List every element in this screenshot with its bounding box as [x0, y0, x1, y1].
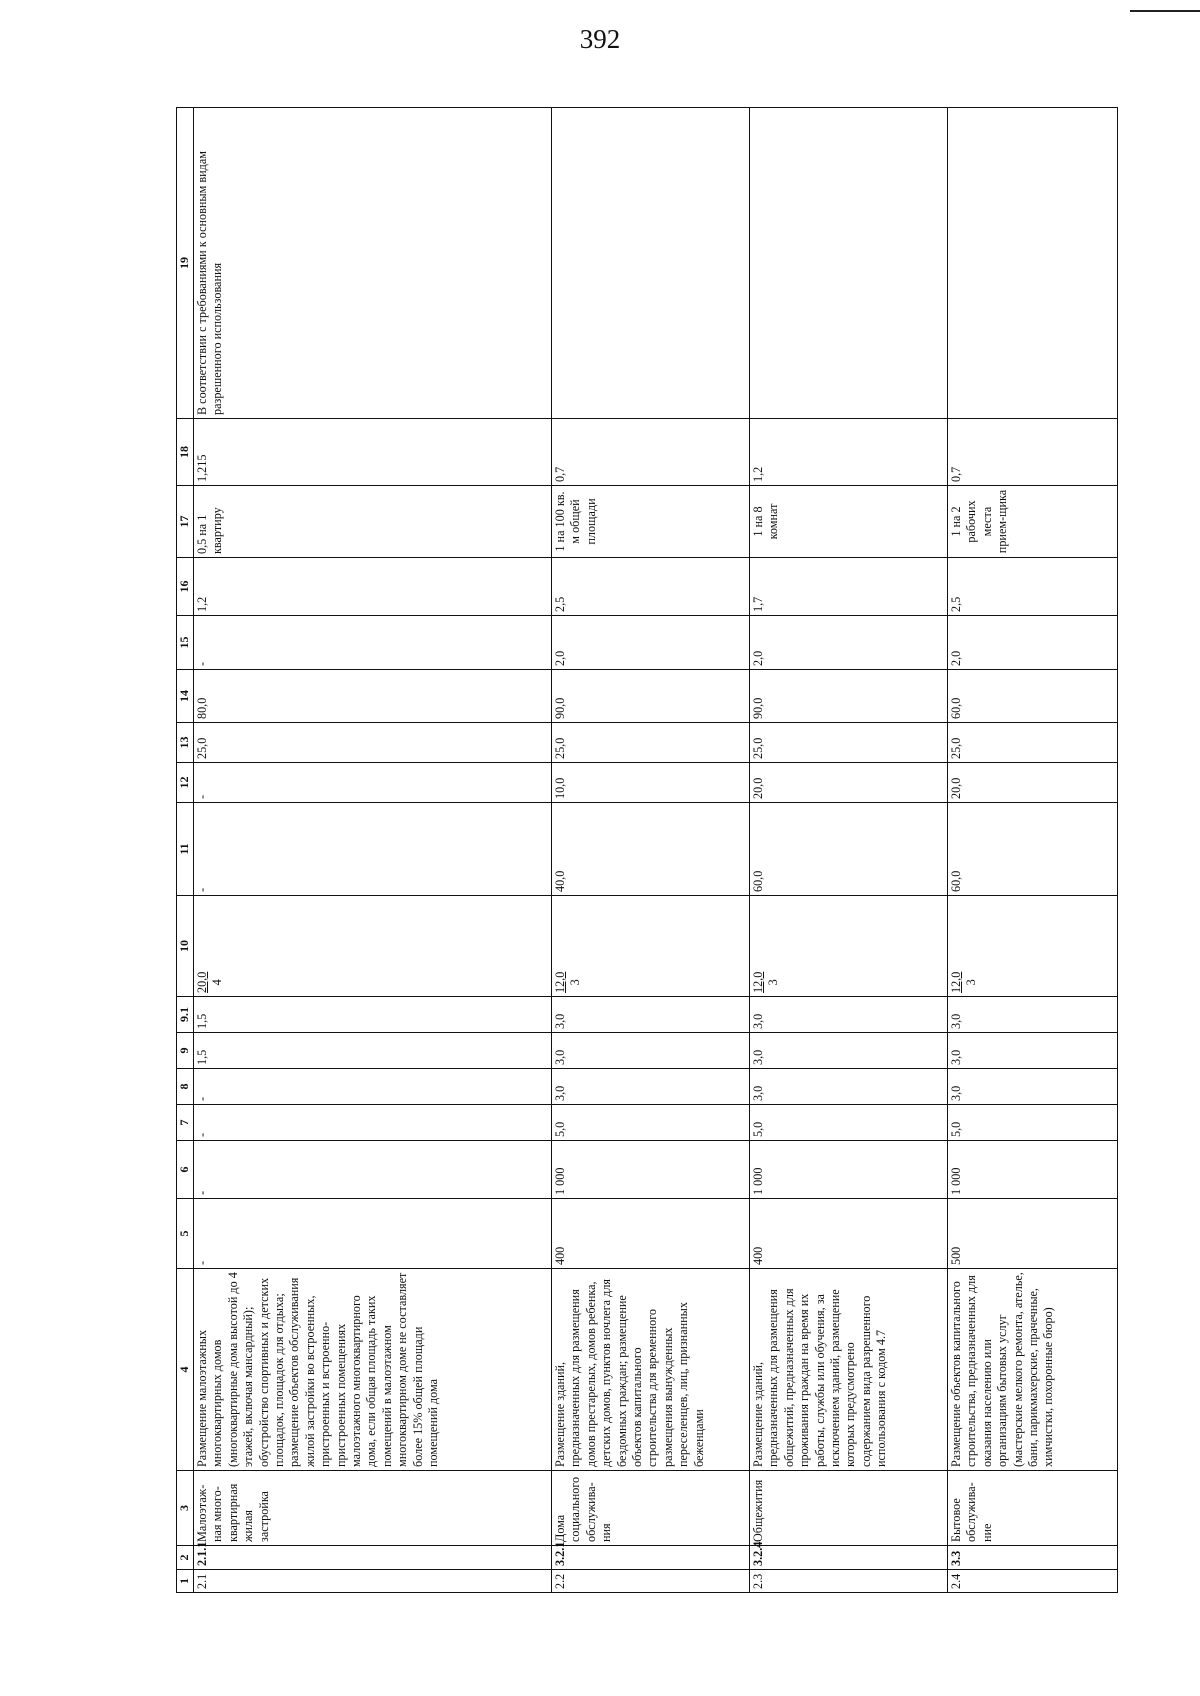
cell-col6: 1 000 [948, 1141, 1118, 1199]
cell-col19 [750, 108, 948, 419]
cell-col11: 60,0 [750, 803, 948, 896]
fraction [195, 972, 226, 993]
fraction-numerator: 12,0 [553, 971, 567, 993]
header-cell: 7 [177, 1105, 194, 1141]
header-cell: 19 [177, 108, 194, 419]
use-description: Размещение зданий, предназначенных для размещения домов престарелых, домов ребенка, детских домов, пунктов ночлега для бездомных граждан; размещение объектов капитального строительства для временного размещения вынужденных переселенцев, лиц, признанных беженцами [552, 1269, 750, 1471]
fraction-numerator: 20,0 [195, 971, 209, 993]
cell-col9: 3,0 [750, 1033, 948, 1069]
row-number: 2.1 [194, 1570, 552, 1593]
table-row [552, 108, 750, 1593]
row-number: 2.2 [552, 1570, 750, 1593]
cell-col19 [948, 108, 1118, 419]
table-row [750, 108, 948, 1593]
cell-col12: 10,0 [552, 763, 750, 803]
cell-col8: 3,0 [750, 1069, 948, 1105]
cell-col16: 2,5 [948, 558, 1118, 616]
cell-col7: 5,0 [750, 1105, 948, 1141]
cell-col6: 1 000 [552, 1141, 750, 1199]
header-cell: 18 [177, 419, 194, 486]
fraction-numerator: 12,0 [751, 971, 765, 993]
use-code: 2.1.1 [194, 1546, 552, 1570]
cell-col9-1: 3,0 [552, 997, 750, 1033]
cell-col18: 1,215 [194, 419, 552, 486]
cell-col15: 2,0 [948, 616, 1118, 670]
header-cell: 12 [177, 763, 194, 803]
fraction-denominator: 4 [210, 979, 225, 986]
fraction [949, 972, 980, 993]
fraction [553, 972, 584, 993]
header-cell: 9 [177, 1033, 194, 1069]
cell-col9: 3,0 [552, 1033, 750, 1069]
cell-col10 [552, 896, 750, 997]
cell-col11: 40,0 [552, 803, 750, 896]
cell-col14: 90,0 [750, 670, 948, 723]
header-cell: 1 [177, 1570, 194, 1593]
cell-col9-1: 1,5 [194, 997, 552, 1033]
use-type-name: Дома социального обслужива-ния [552, 1471, 750, 1546]
use-code: 3.2.1 [552, 1546, 750, 1570]
land-use-regulations-table [176, 107, 1118, 1593]
row-number: 2.3 [750, 1570, 948, 1593]
parking-requirement: 1 на 100 кв. м общей площади [552, 486, 750, 558]
cell-col13: 25,0 [948, 723, 1118, 763]
cell-col7: 5,0 [948, 1105, 1118, 1141]
fraction-denominator: 3 [568, 979, 583, 986]
cell-col14: 80,0 [194, 670, 552, 723]
header-cell: 11 [177, 803, 194, 896]
cell-col11: - [194, 803, 552, 896]
cell-col9-1: 3,0 [948, 997, 1118, 1033]
cell-col8: 3,0 [552, 1069, 750, 1105]
cell-col13: 25,0 [194, 723, 552, 763]
header-cell: 10 [177, 896, 194, 997]
table-row [194, 108, 552, 1593]
header-cell: 6 [177, 1141, 194, 1199]
header-cell: 4 [177, 1269, 194, 1471]
scan-edge-line [1130, 10, 1200, 12]
cell-col12: 20,0 [948, 763, 1118, 803]
cell-col18: 0,7 [948, 419, 1118, 486]
cell-col10 [194, 896, 552, 997]
cell-col13: 25,0 [750, 723, 948, 763]
cell-col5: 400 [750, 1199, 948, 1269]
use-description: Размещение объектов капитального строительства, предназначенных для оказания населению или организациям бытовых услуг (мастерские мелкого ремонта, ателье, бани, парикмахерские, прачечные, химчистки, похоронные бюро) [948, 1269, 1118, 1471]
cell-col15: 2,0 [552, 616, 750, 670]
use-code: 3.3 [948, 1546, 1118, 1570]
fraction-numerator: 12,0 [949, 971, 963, 993]
cell-col14: 90,0 [552, 670, 750, 723]
cell-col18: 0,7 [552, 419, 750, 486]
cell-col15: - [194, 616, 552, 670]
header-cell: 2 [177, 1546, 194, 1570]
cell-col10 [750, 896, 948, 997]
cell-col6: 1 000 [750, 1141, 948, 1199]
cell-col9: 1,5 [194, 1033, 552, 1069]
cell-col8: 3,0 [948, 1069, 1118, 1105]
cell-col8: - [194, 1069, 552, 1105]
use-type-name: Общежития [750, 1471, 948, 1546]
use-type-name: Бытовое обслужива-ние [948, 1471, 1118, 1546]
cell-col14: 60,0 [948, 670, 1118, 723]
fraction [751, 972, 782, 993]
cell-col9-1: 3,0 [750, 997, 948, 1033]
header-cell: 15 [177, 616, 194, 670]
cell-col19: В соответствии с требованиями к основным видам разрешенного использования [194, 108, 552, 419]
cell-col12: - [194, 763, 552, 803]
cell-col15: 2,0 [750, 616, 948, 670]
cell-col10 [948, 896, 1118, 997]
use-type-name: Малоэтаж-ная много-квартирная жилая застройка [194, 1471, 552, 1546]
cell-col18: 1,2 [750, 419, 948, 486]
cell-col13: 25,0 [552, 723, 750, 763]
cell-col11: 60,0 [948, 803, 1118, 896]
use-description: Размещение зданий, предназначенных для размещения общежитий, предназначенных для проживания граждан на время их работы, службы или обучения, за исключением зданий, размещение которых предусмотрено содержанием вида разрешенного использования с кодом 4.7 [750, 1269, 948, 1471]
cell-col9: 3,0 [948, 1033, 1118, 1069]
cell-col19 [552, 108, 750, 419]
cell-col6: - [194, 1141, 552, 1199]
cell-col5: 500 [948, 1199, 1118, 1269]
parking-requirement: 0,5 на 1 квартиру [194, 486, 552, 558]
page-number: 392 [579, 24, 621, 54]
header-cell: 13 [177, 723, 194, 763]
cell-col12: 20,0 [750, 763, 948, 803]
header-cell: 17 [177, 486, 194, 558]
header-cell: 3 [177, 1471, 194, 1546]
row-number: 2.4 [948, 1570, 1118, 1593]
use-code: 3.2.4 [750, 1546, 948, 1570]
cell-col16: 1,7 [750, 558, 948, 616]
cell-col7: - [194, 1105, 552, 1141]
cell-col7: 5,0 [552, 1105, 750, 1141]
header-cell: 9.1 [177, 997, 194, 1033]
header-cell: 8 [177, 1069, 194, 1105]
header-cell: 5 [177, 1199, 194, 1269]
rotated-table-container [176, 108, 1116, 1593]
cell-col5: - [194, 1199, 552, 1269]
cell-col16: 1,2 [194, 558, 552, 616]
parking-requirement: 1 на 2 рабочих места прием-щика [948, 486, 1118, 558]
table-row [948, 108, 1118, 1593]
header-row [177, 108, 194, 1593]
fraction-denominator: 3 [964, 979, 979, 986]
fraction-denominator: 3 [766, 979, 781, 986]
header-cell: 14 [177, 670, 194, 723]
header-cell: 16 [177, 558, 194, 616]
cell-col16: 2,5 [552, 558, 750, 616]
use-description: Размещение малоэтажных многоквартирных домов (многоквартирные дома высотой до 4 этажей, включая мансардный); обустройство спортивных и детских площадок, площадок для отдыха; размещение объектов обслуживания жилой застройки во встроенных, пристроенных и встроенно-пристроенных помещениях малоэтажного многоквартирного дома, если общая площадь таких помещений в малоэтажном многоквартирном доме не составляет более 15% общей площади помещений дома [194, 1269, 552, 1471]
cell-col5: 400 [552, 1199, 750, 1269]
parking-requirement: 1 на 8 комнат [750, 486, 948, 558]
